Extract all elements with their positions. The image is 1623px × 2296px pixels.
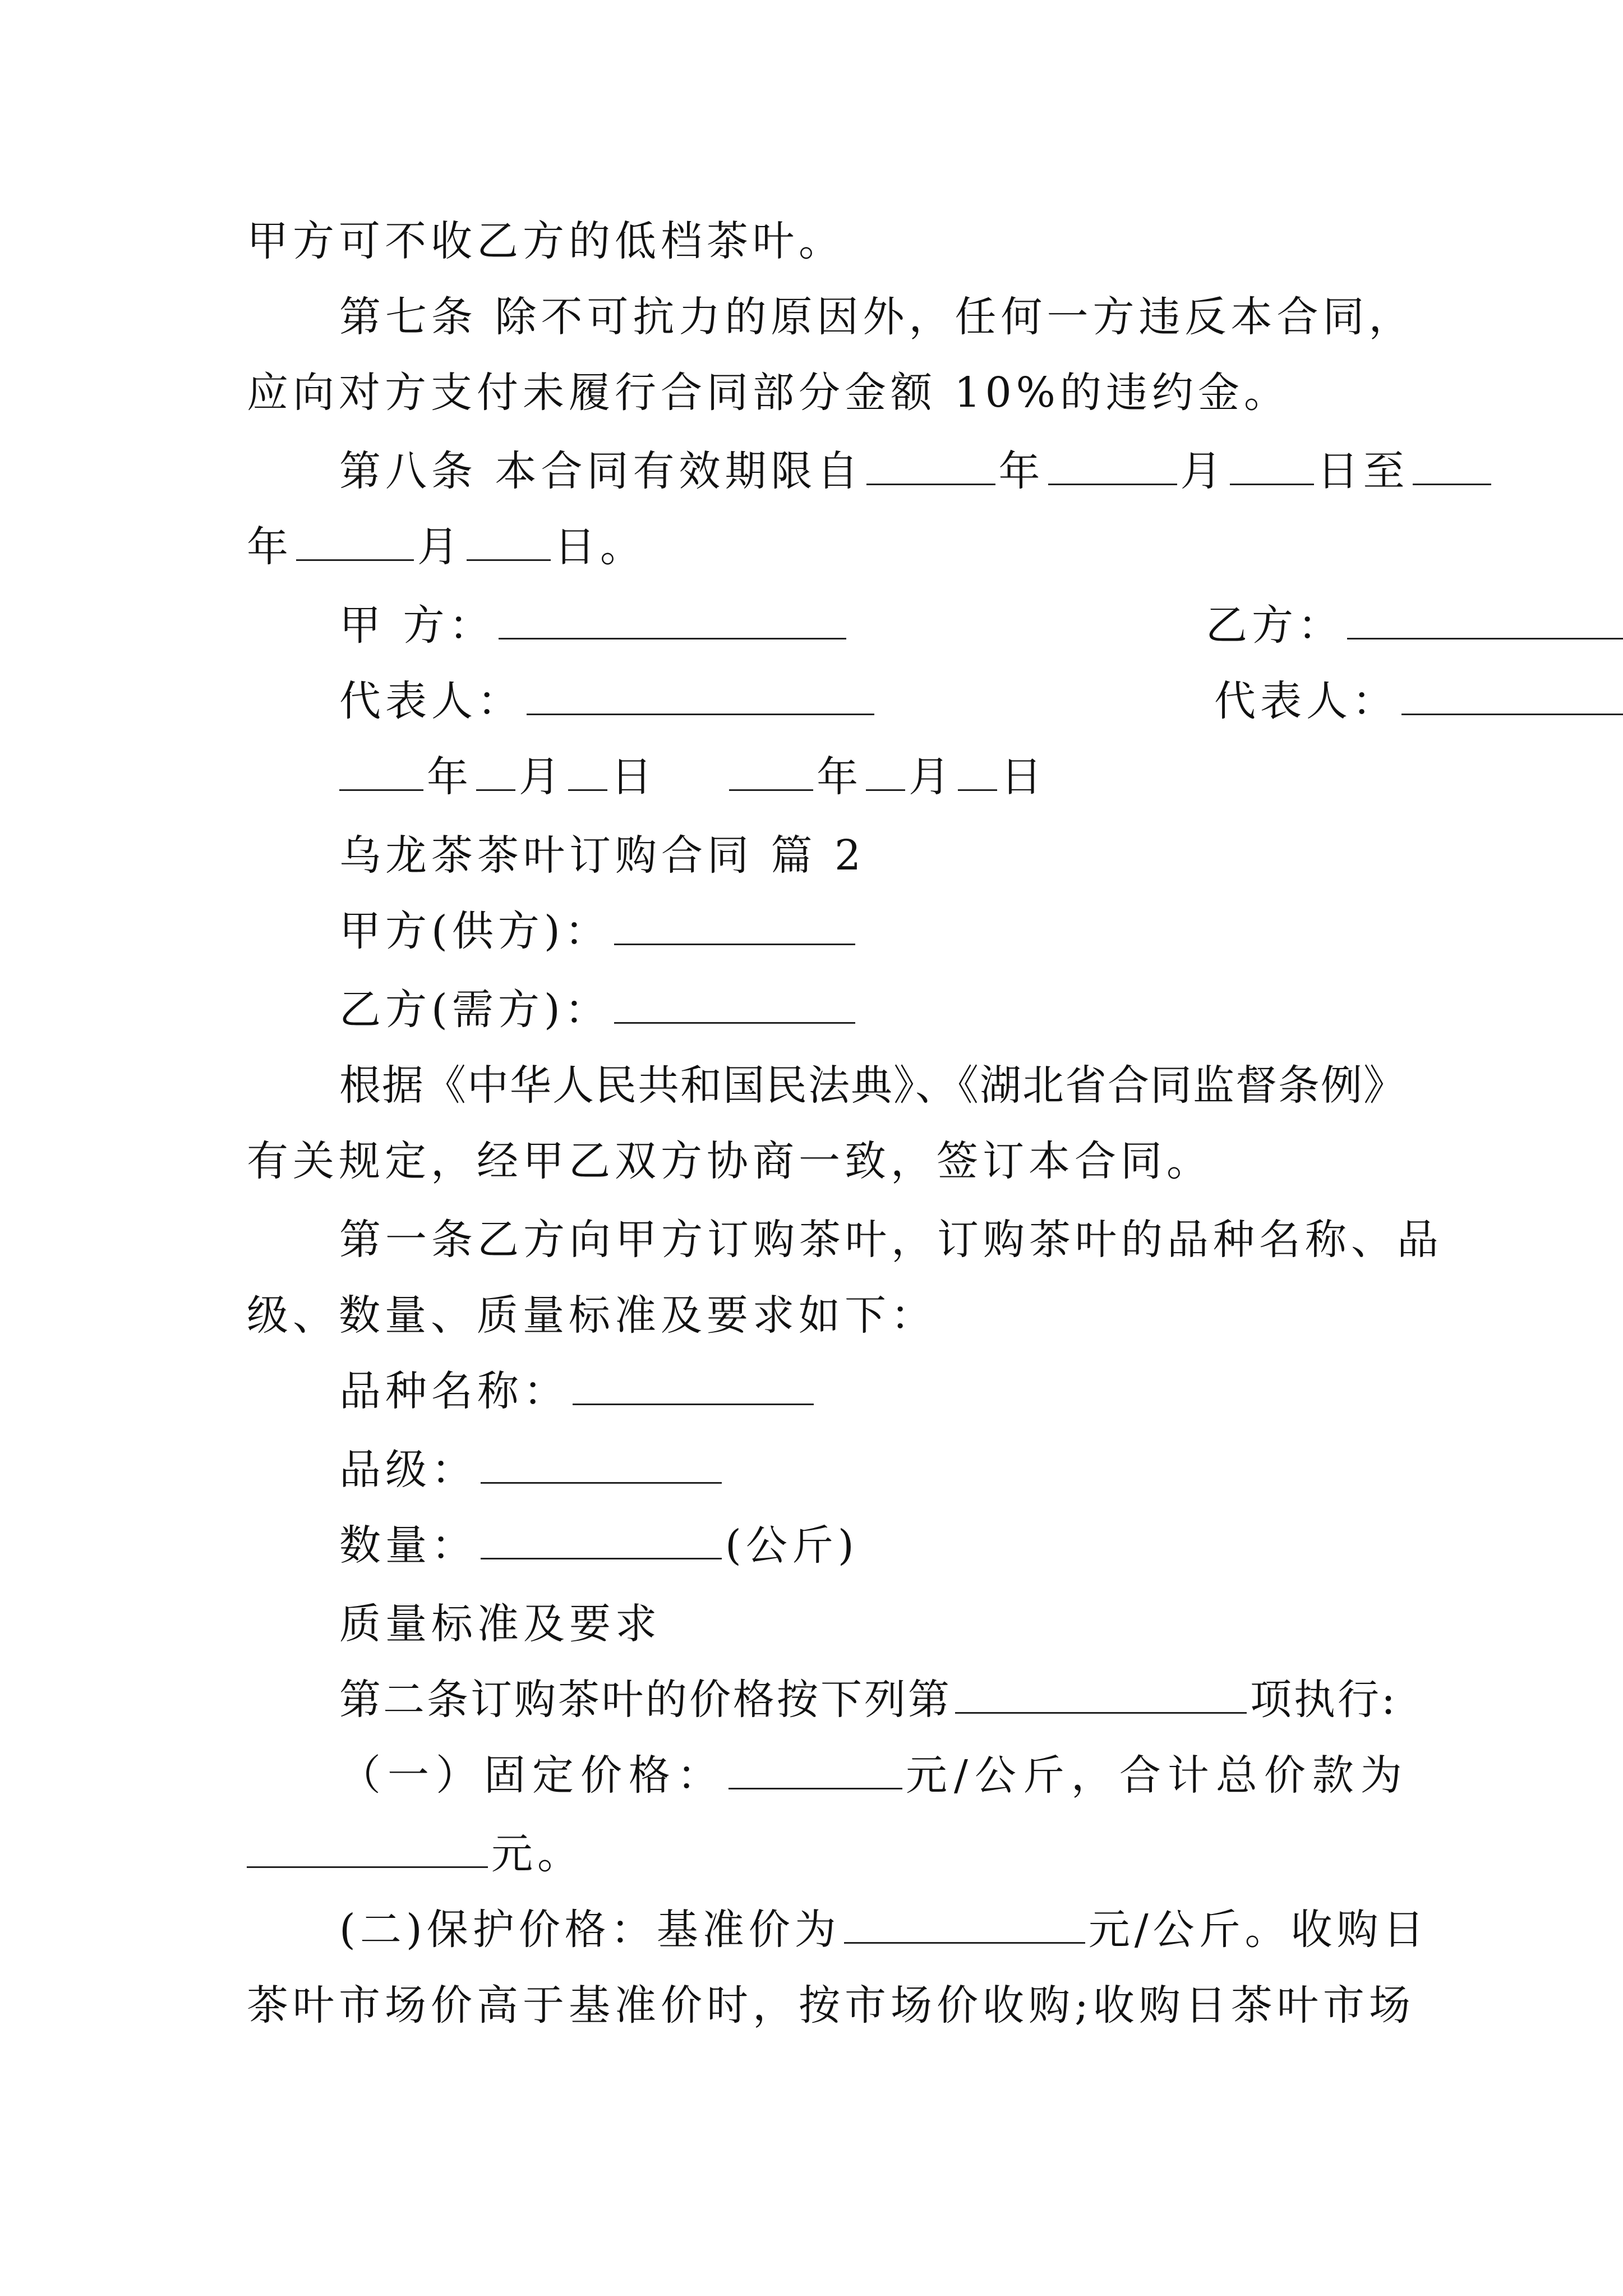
article-7-line-2 xyxy=(247,365,1391,421)
article-1-line-2 xyxy=(247,1287,1391,1343)
party-b-blank xyxy=(1347,599,1623,639)
blank-field xyxy=(844,1903,1085,1944)
year-label: 年 xyxy=(427,753,473,801)
quantity-label: 数量： xyxy=(339,1521,477,1570)
signature-date-line xyxy=(339,749,1391,805)
buyer-line xyxy=(339,982,1391,1038)
blank-field xyxy=(339,750,423,791)
blank-field xyxy=(866,444,995,485)
year-label: 年 xyxy=(247,523,293,571)
blank-field xyxy=(247,1827,488,1868)
party-a-label: 甲 方： xyxy=(339,601,495,650)
month-label: 月 xyxy=(417,523,463,571)
month-label: 月 xyxy=(909,753,955,801)
supplier-blank xyxy=(614,904,855,945)
section-title xyxy=(339,827,1391,884)
paragraph-text: 茶叶市场价高于基准价时，按市场价收购;收购日茶叶市场 xyxy=(247,1981,1415,2030)
paragraph-text: 元/公斤，合计总价款为 xyxy=(906,1751,1409,1800)
buyer-label: 乙方(需方)： xyxy=(339,986,611,1034)
paragraph-text: （一）固定价格： xyxy=(339,1751,725,1800)
basis-line-2 xyxy=(247,1133,1391,1189)
blank-field xyxy=(955,1673,1247,1714)
article-7-line-1 xyxy=(339,289,1415,345)
year-label: 年 xyxy=(817,753,863,801)
grade-label: 品级： xyxy=(339,1446,477,1494)
variety-label: 品种名称： xyxy=(339,1367,569,1415)
protect-price-line xyxy=(339,1902,1429,1958)
variety-line xyxy=(339,1363,1391,1419)
blank-field xyxy=(728,1749,902,1789)
fixed-price-total-line xyxy=(247,1826,1391,1882)
quality-line xyxy=(339,1596,1391,1652)
day-label: 日 xyxy=(1000,753,1047,801)
text-line xyxy=(247,213,1391,269)
day-label: 日至 xyxy=(1317,447,1409,495)
blank-field xyxy=(1230,444,1314,485)
supplier-line xyxy=(339,903,1391,959)
blank-field xyxy=(1048,444,1177,485)
blank-field xyxy=(729,750,813,791)
paragraph-text: 第一条乙方向甲方订购茶叶，订购茶叶的品种名称、品 xyxy=(339,1216,1443,1264)
paragraph-text: 级、数量、质量标准及要求如下： xyxy=(247,1291,937,1340)
paragraph-text: 项执行: xyxy=(1250,1676,1398,1724)
month-label: 月 xyxy=(519,753,565,801)
fixed-price-line xyxy=(339,1747,1409,1803)
paragraph-text: 应向对方支付未履行合同部分金额 10%的违约金。 xyxy=(247,369,1290,417)
party-a-blank xyxy=(499,599,846,639)
blank-field xyxy=(568,750,607,791)
rep-a-label: 代表人： xyxy=(339,677,523,725)
rep-a-blank xyxy=(527,674,874,715)
article-8-line-1 xyxy=(339,443,1409,499)
grade-blank xyxy=(481,1443,722,1484)
paragraph-text: 甲方可不收乙方的低档茶叶。 xyxy=(247,217,845,265)
article-8-line-2 xyxy=(247,519,1391,575)
paragraph-text: 第八条 本合同有效期限自 xyxy=(339,447,863,495)
paragraph-text: 第二条订购茶叶的价格按下列第 xyxy=(339,1676,952,1724)
paragraph-text: 元/公斤。收购日 xyxy=(1088,1906,1429,1954)
blank-field xyxy=(1413,444,1491,485)
grade-line xyxy=(339,1442,1391,1498)
supplier-label: 甲方(供方)： xyxy=(339,907,611,955)
year-label: 年 xyxy=(998,447,1045,495)
article-2-line xyxy=(339,1672,1398,1728)
paragraph-text: 第七条 除不可抗力的原因外，任何一方违反本合同， xyxy=(339,293,1415,341)
paragraph-text: 根据《中华人民共和国民法典》、《湖北省合同监督条例》 xyxy=(339,1061,1406,1110)
quantity-unit: (公斤) xyxy=(725,1521,859,1570)
party-b-label: 乙方： xyxy=(1206,601,1344,650)
rep-b-blank xyxy=(1401,674,1623,715)
quantity-blank xyxy=(481,1519,722,1559)
blank-field xyxy=(958,750,997,791)
paragraph-text: (二)保护价格：基准价为 xyxy=(339,1906,841,1954)
article-1-line-1 xyxy=(339,1212,1443,1268)
buyer-blank xyxy=(614,983,855,1024)
variety-blank xyxy=(573,1364,814,1405)
blank-field xyxy=(296,520,414,561)
blank-field xyxy=(467,520,551,561)
paragraph-text: 有关规定，经甲乙双方协商一致，签订本合同。 xyxy=(247,1137,1212,1185)
month-label: 月 xyxy=(1180,447,1227,495)
day-label: 日 xyxy=(611,753,657,801)
signature-rep-line xyxy=(339,673,1398,729)
quality-label: 质量标准及要求 xyxy=(339,1600,661,1648)
paragraph-text: 元。 xyxy=(491,1830,583,1878)
blank-field xyxy=(866,750,905,791)
rep-b-label: 代表人： xyxy=(1214,677,1398,725)
blank-field xyxy=(476,750,515,791)
market-price-line xyxy=(247,1977,1415,2033)
signature-party-line xyxy=(339,597,1391,654)
day-label: 日。 xyxy=(554,523,646,571)
quantity-line xyxy=(339,1517,1391,1573)
basis-line-1 xyxy=(339,1057,1406,1114)
section-title-text: 乌龙茶茶叶订购合同 篇 2 xyxy=(339,831,866,880)
